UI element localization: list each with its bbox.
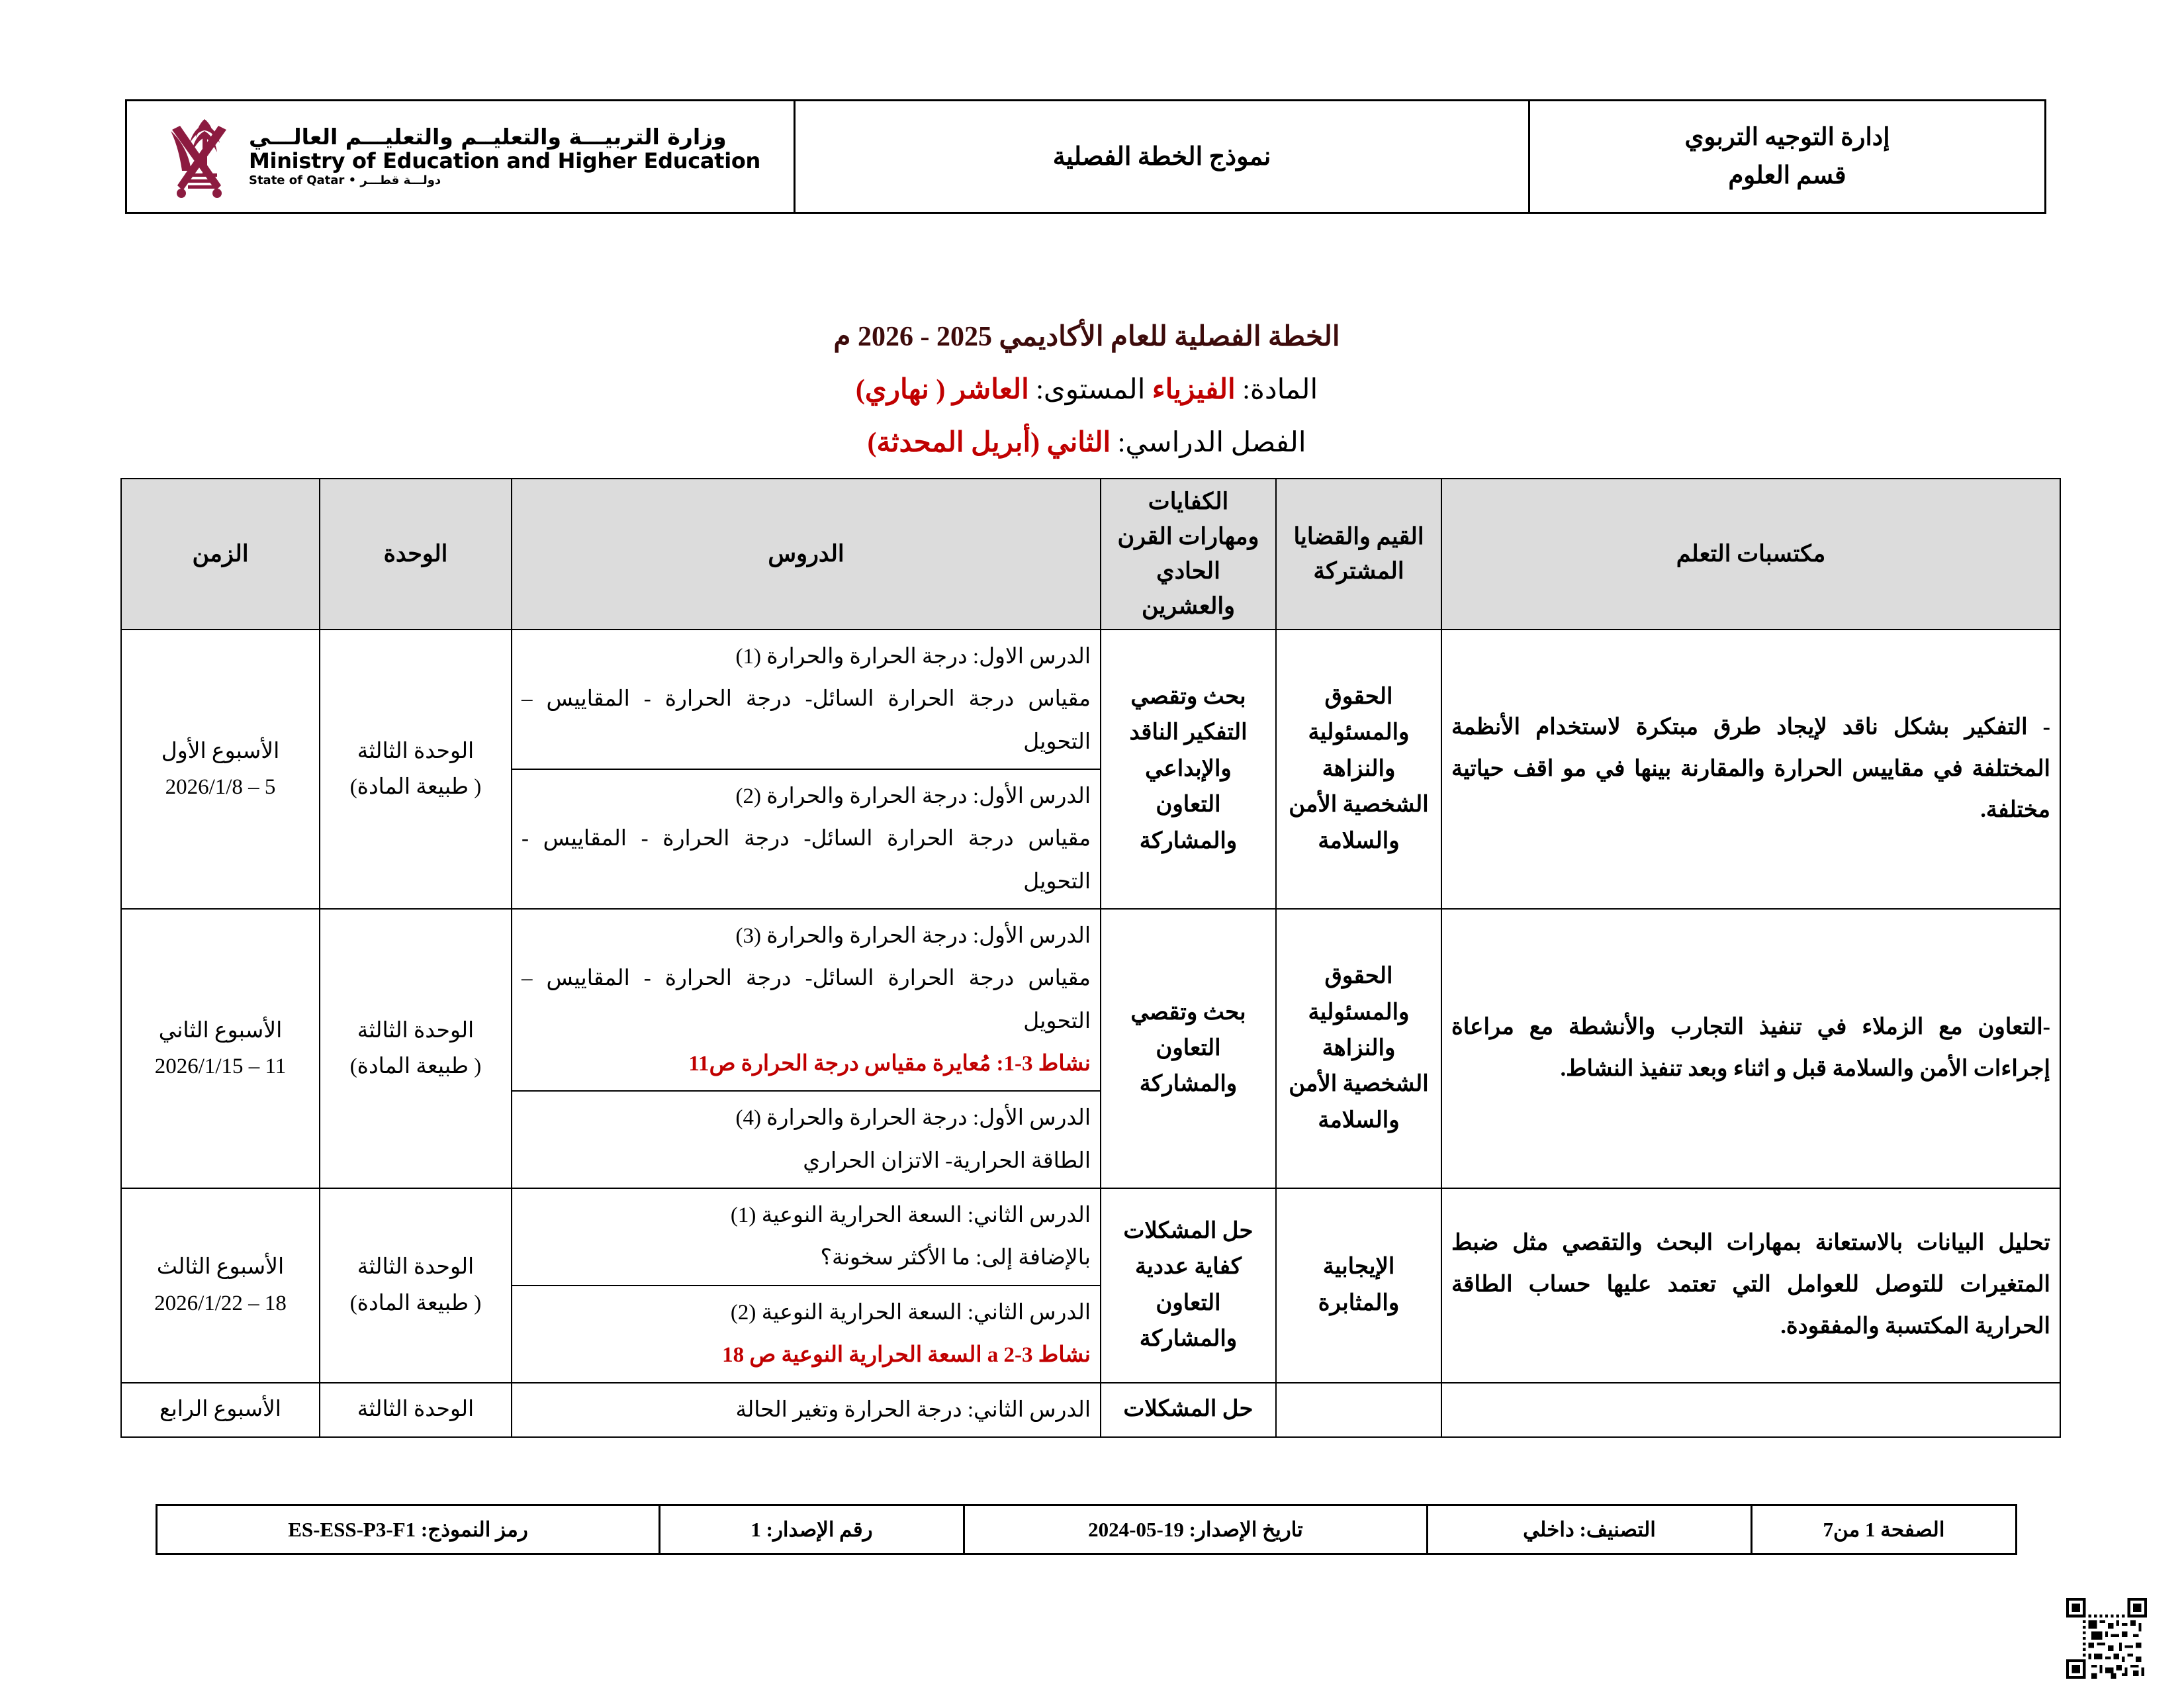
plan-table-head: [121, 479, 2060, 630]
row1-lesson-b-title: الدرس الأول: درجة الحرارة والحرارة (2): [735, 784, 1091, 809]
row2-lesson-b-detail: الطاقة الحرارية- الاتزان الحراري: [803, 1149, 1091, 1173]
department-section: قسم العلوم: [1728, 162, 1846, 189]
row3-unit-subtitle: ( طبيعة المادة): [349, 1291, 482, 1315]
row2-learning-outcomes: -التعاون مع الزملاء في تنفيذ التجارب والأنشطة مع مراعاة إجراءات الأمن والسلامة قبل و اثناء وبعد تنفيذ النشاط.: [1441, 909, 2060, 1188]
row3-week-label: الأسبوع الثالث: [156, 1255, 285, 1280]
row2-unit-name: الوحدة الثالثة: [357, 1018, 475, 1043]
row2-lesson-a-title: الدرس الأول: درجة الحرارة والحرارة (3): [735, 924, 1091, 949]
qr-code-icon: [2066, 1598, 2147, 1679]
qatar-emblem-icon: [160, 109, 238, 205]
row1-week-label: الأسبوع الأول: [161, 739, 280, 763]
ministry-name-arabic: وزارة التربيـــة والتعليــم والتعليـــم العالـــي: [248, 123, 727, 150]
weekly-plan-table: [120, 478, 2061, 1438]
ministry-logo-text: [248, 123, 761, 188]
table-row: [121, 1188, 2060, 1286]
footer-issue-number: رقم الإصدار: 1: [660, 1505, 964, 1554]
row3-learning-outcomes: تحليل البيانات بالاستعانة بمهارات البحث والتقصي مثل ضبط المتغيرات للتوصل للعوامل التي تعتمد عليها حساب الطاقة الحرارية المكتسبة والمفقودة.: [1441, 1188, 2060, 1382]
row3-lesson-a-detail: بالإضافة إلى: ما الأكثر سخونة؟: [820, 1246, 1091, 1270]
term-label: الفصل الدراسي:: [1111, 427, 1306, 458]
plan-header-row: [121, 479, 2060, 630]
row4-lesson-a-title: الدرس الثاني: درجة الحرارة وتغير الحالة: [735, 1397, 1091, 1422]
row3-lesson-a-title: الدرس الثاني: السعة الحرارية النوعية (1): [730, 1203, 1091, 1228]
row4-lesson-a: [512, 1383, 1101, 1437]
table-row: [121, 630, 2060, 769]
footer-classification: التصنيف: داخلي: [1428, 1505, 1752, 1554]
form-title: نموذج الخطة الفصلية: [1052, 143, 1271, 171]
row2-time: [121, 909, 320, 1188]
row3-lesson-b-title: الدرس الثاني: السعة الحرارية النوعية (2): [730, 1300, 1091, 1325]
table-row: [121, 909, 2060, 1091]
col-header-competencies: الكفايات ومهارات القرن الحادي والعشرين: [1101, 479, 1276, 630]
row4-values-issues: [1276, 1383, 1441, 1437]
document-footer-table: [156, 1504, 2017, 1555]
form-title-cell: [795, 101, 1529, 213]
table-row: [121, 1383, 2060, 1437]
ministry-name-english: Ministry of Education and Higher Education: [248, 148, 761, 173]
row2-lesson-b: [512, 1091, 1101, 1188]
document-header-table: [125, 99, 2046, 214]
footer-page-number: الصفحة 1 من7: [1752, 1505, 2017, 1554]
row3-lesson-b: [512, 1286, 1101, 1383]
col-header-lessons: الدروس: [512, 479, 1101, 630]
term-value: الثاني (أبريل المحدثة): [867, 427, 1111, 458]
row3-unit-name: الوحدة الثالثة: [357, 1255, 475, 1280]
row1-unit-name: الوحدة الثالثة: [357, 739, 475, 763]
row4-unit: [320, 1383, 512, 1437]
row2-lesson-a-activity: نشاط 3-1: مُعايرة مقياس درجة الحرارة ص11: [688, 1052, 1091, 1076]
footer-row: [157, 1505, 2017, 1554]
level-label: المستوى:: [1028, 374, 1152, 405]
row3-values-issues: الإيجابية والمثابرة: [1276, 1188, 1441, 1382]
ministry-logo: [134, 109, 787, 205]
plan-title-block: [127, 311, 2046, 469]
row1-values-issues: الحقوق والمسئولية والنزاهة الشخصية الأمن والسلامة: [1276, 630, 1441, 909]
academic-year-title: الخطة الفصلية للعام الأكاديمي 2025 - 2026 م: [833, 322, 1340, 352]
department-administration: إدارة التوجيه التربوي: [1684, 124, 1890, 152]
row1-unit-subtitle: ( طبيعة المادة): [349, 775, 482, 800]
row3-unit: [320, 1188, 512, 1382]
subject-label: المادة:: [1235, 374, 1318, 405]
row1-lesson-b: [512, 769, 1101, 909]
department-cell: [1529, 101, 2046, 213]
row3-lesson-a: [512, 1188, 1101, 1286]
row3-competencies: حل المشكلات كفاية عددية التعاون والمشاركة: [1101, 1188, 1276, 1382]
row2-week-label: الأسبوع الثاني: [158, 1018, 283, 1043]
row2-unit: [320, 909, 512, 1188]
row1-unit: [320, 630, 512, 909]
subject-value: الفيزياء: [1152, 374, 1236, 405]
row1-time: [121, 630, 320, 909]
col-header-time: الزمن: [121, 479, 320, 630]
row4-week-label: الأسبوع الرابع: [159, 1397, 281, 1422]
row1-week-dates: 5 – 2026/1/8: [165, 775, 276, 800]
footer-form-code: رمز النموذج: ES-ESS-P3-F1: [157, 1505, 660, 1554]
row4-time: [121, 1383, 320, 1437]
plan-table-body: [121, 630, 2060, 1437]
level-value: العاشر ( نهاري): [855, 374, 1029, 405]
row2-unit-subtitle: ( طبيعة المادة): [349, 1055, 482, 1079]
row1-lesson-a-title: الدرس الاول: درجة الحرارة والحرارة (1): [735, 645, 1091, 669]
row3-lesson-b-activity: نشاط 3-2 a السعة الحرارية النوعية ص 18: [722, 1343, 1091, 1368]
row3-time: [121, 1188, 320, 1382]
footer-issue-date: تاريخ الإصدار: 19-05-2024: [964, 1505, 1428, 1554]
row4-learning-outcomes: [1441, 1383, 2060, 1437]
header-row: [126, 101, 2046, 213]
row2-values-issues: الحقوق والمسئولية والنزاهة الشخصية الأمن والسلامة: [1276, 909, 1441, 1188]
state-of-qatar-label: دولـــة قطـــر • State of Qatar: [248, 173, 441, 188]
row1-lesson-b-detail: مقياس درجة الحرارة السائل- درجة الحرارة - المقاييس - التحويل: [522, 827, 1091, 894]
row4-competencies: حل المشكلات: [1101, 1383, 1276, 1437]
row1-lesson-a-detail: مقياس درجة الحرارة السائل- درجة الحرارة - المقاييس – التحويل: [522, 687, 1091, 754]
col-header-values-issues: القيم والقضايا المشتركة: [1276, 479, 1441, 630]
row1-lesson-a: [512, 630, 1101, 769]
row2-week-dates: 11 – 2026/1/15: [154, 1055, 287, 1079]
row2-competencies: بحث وتقصي التعاون والمشاركة: [1101, 909, 1276, 1188]
subject-level-line: [127, 364, 2046, 417]
row2-lesson-b-title: الدرس الأول: درجة الحرارة والحرارة (4): [735, 1106, 1091, 1131]
row1-learning-outcomes: - التفكير بشكل ناقد لإيجاد طرق مبتكرة لاستخدام الأنظمة المختلفة في مقاييس الحرارة والمقارنة بينها في مو اقف حياتية مختلفة.: [1441, 630, 2060, 909]
term-line: [127, 417, 2046, 470]
row3-week-dates: 18 – 2026/1/22: [154, 1291, 287, 1315]
col-header-learning-outcomes: مكتسبات التعلم: [1441, 479, 2060, 630]
row2-lesson-a: [512, 909, 1101, 1091]
row1-competencies: بحث وتقصي التفكير الناقد والإبداعي التعاون والمشاركة: [1101, 630, 1276, 909]
col-header-unit: الوحدة: [320, 479, 512, 630]
row2-lesson-a-detail: مقياس درجة الحرارة السائل- درجة الحرارة - المقاييس – التحويل: [522, 966, 1091, 1033]
row4-unit-name: الوحدة الثالثة: [357, 1397, 475, 1422]
ministry-logo-cell: [126, 101, 795, 213]
